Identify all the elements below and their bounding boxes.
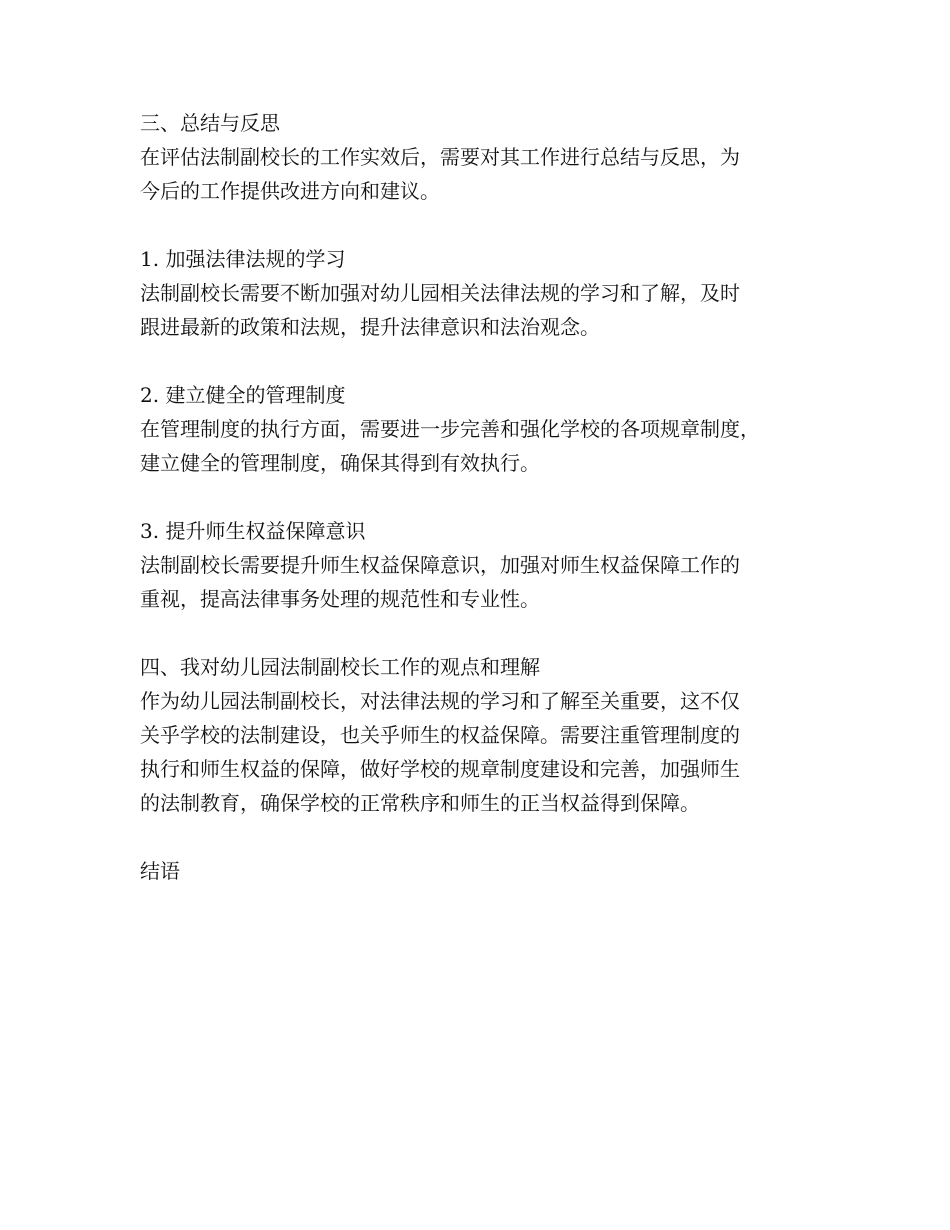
section-heading: 四、我对幼儿园法制副校长工作的观点和理解 <box>140 655 540 679</box>
paragraph-spacer <box>140 820 840 854</box>
paragraph-spacer <box>140 480 840 514</box>
paragraph-line: 建立健全的管理制度，确保其得到有效执行。 <box>140 451 540 475</box>
section-summary <box>140 106 840 208</box>
section-rights-awareness <box>140 514 840 616</box>
section-heading: 2. 建立健全的管理制度 <box>140 383 346 407</box>
paragraph-line: 法制副校长需要提升师生权益保障意识，加强对师生权益保障工作的 <box>140 553 740 577</box>
paragraph-line: 作为幼儿园法制副校长，对法律法规的学习和了解至关重要，这不仅 <box>140 689 740 713</box>
section-law-study <box>140 242 840 344</box>
document-body <box>140 106 840 888</box>
paragraph-line: 今后的工作提供改进方向和建议。 <box>140 179 440 203</box>
section-heading: 1. 加强法律法规的学习 <box>140 247 346 271</box>
paragraph-line: 重视，提高法律事务处理的规范性和专业性。 <box>140 587 540 611</box>
paragraph-line: 在评估法制副校长的工作实效后，需要对其工作进行总结与反思，为 <box>140 145 740 169</box>
paragraph-line: 执行和师生权益的保障，做好学校的规章制度建设和完善，加强师生 <box>140 757 740 781</box>
section-conclusion <box>140 854 840 888</box>
paragraph-spacer <box>140 344 840 378</box>
section-management-system <box>140 378 840 480</box>
paragraph-line: 关乎学校的法制建设，也关乎师生的权益保障。需要注重管理制度的 <box>140 723 740 747</box>
paragraph-line: 跟进最新的政策和法规，提升法律意识和法治观念。 <box>140 315 600 339</box>
section-heading: 三、总结与反思 <box>140 111 280 135</box>
paragraph-spacer <box>140 616 840 650</box>
section-viewpoint <box>140 650 840 820</box>
paragraph-line: 在管理制度的执行方面，需要进一步完善和强化学校的各项规章制度， <box>140 417 760 441</box>
paragraph-line: 的法制教育，确保学校的正常秩序和师生的正当权益得到保障。 <box>140 791 700 815</box>
paragraph-spacer <box>140 208 840 242</box>
section-heading: 结语 <box>140 859 180 883</box>
paragraph-line: 法制副校长需要不断加强对幼儿园相关法律法规的学习和了解，及时 <box>140 281 740 305</box>
section-heading: 3. 提升师生权益保障意识 <box>140 519 366 543</box>
